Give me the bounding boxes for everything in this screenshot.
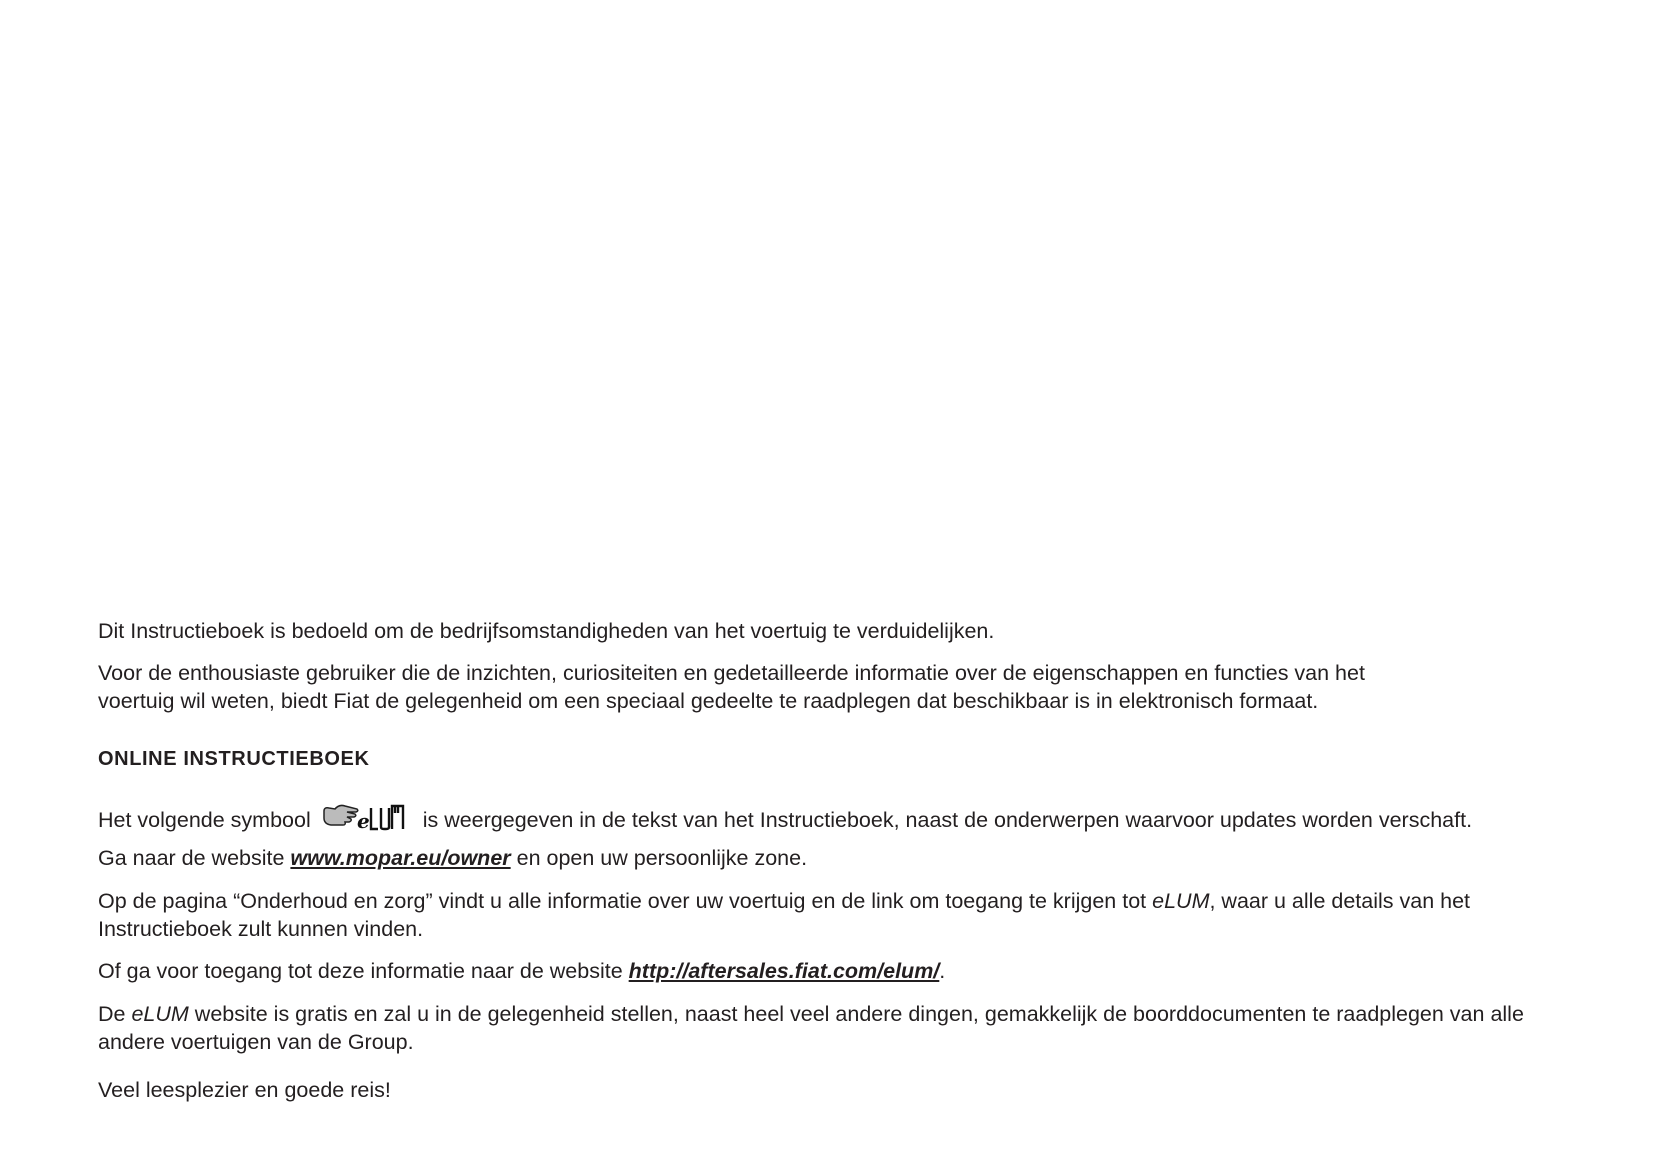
closing-paragraph: Veel leesplezier en goede reis! [98, 1078, 391, 1102]
text-line: andere voertuigen van de Group. [98, 1029, 414, 1054]
aftersales-elum-link[interactable]: http://aftersales.fiat.com/elum/ [628, 959, 940, 983]
text-line [98, 888, 1470, 916]
maintenance-paragraph [98, 888, 1470, 943]
text: Ga naar de website [98, 846, 291, 870]
text: en open uw persoonlijke zone. [510, 846, 808, 870]
elum-term: eLUM [131, 1002, 189, 1026]
mopar-paragraph [98, 845, 807, 873]
enthusiast-paragraph [98, 660, 1365, 715]
intro-paragraph: Dit Instructieboek is bedoeld om de bedrijfsomstandigheden van het voertuig te verduidelijken. [98, 619, 995, 643]
elum-paragraph [98, 1001, 1524, 1056]
aftersales-paragraph [98, 958, 945, 986]
svg-text:e: e [356, 809, 370, 833]
pointing-hand-elum-icon [321, 803, 407, 841]
text: Op de pagina “Onderhoud en zorg” vindt u alle informatie over uw voertuig en de link om toegang te krijgen tot [98, 889, 1153, 913]
mopar-owner-link[interactable]: www.mopar.eu/owner [290, 846, 511, 870]
text-line: Voor de enthousiaste gebruiker die de inzichten, curiositeiten en gedetailleerde informatie over de eigenschappen en functies van het [98, 661, 1365, 685]
symbol-paragraph [98, 803, 1472, 841]
text: De [98, 1002, 132, 1026]
text-line: voertuig wil weten, biedt Fiat de gelegenheid om een speciaal gedeelte te raadplegen dat beschikbaar is in elektronisch formaat. [98, 688, 1319, 713]
text: , waar u alle details van het [1209, 889, 1471, 913]
text: website is gratis en zal u in de gelegenheid stellen, naast heel veel andere dingen, gemakkelijk de boorddocumenten te raadplegen van alle [188, 1002, 1524, 1026]
text: Het volgende symbool [98, 808, 311, 832]
section-heading: ONLINE INSTRUCTIEBOEK [98, 748, 370, 770]
text: Of ga voor toegang tot deze informatie naar de website [98, 959, 629, 983]
text: is weergegeven in de tekst van het Instructieboek, naast de onderwerpen waarvoor updates worden verschaft. [422, 808, 1473, 832]
text: . [939, 959, 946, 983]
text-line: Instructieboek zult kunnen vinden. [98, 916, 424, 941]
text-line [98, 1001, 1524, 1029]
elum-term: eLUM [1152, 889, 1210, 913]
